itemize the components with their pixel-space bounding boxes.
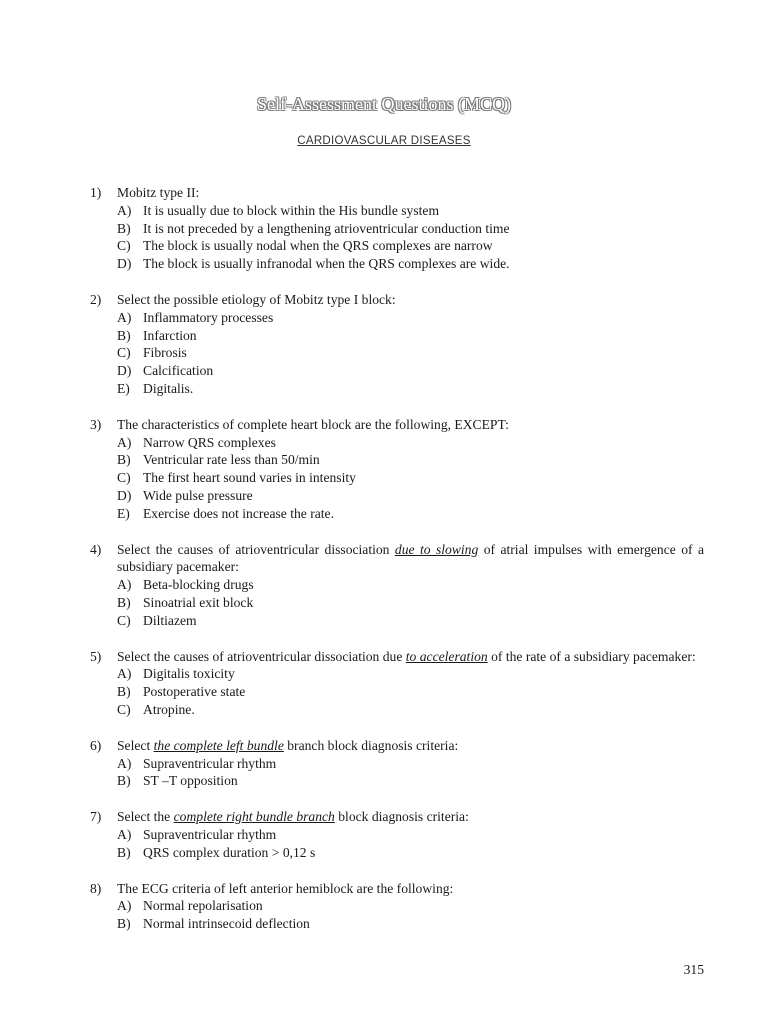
option-d: D) The block is usually infranodal when the QRS complexes are wide. xyxy=(117,256,510,272)
option-a: A) It is usually due to block within the His bundle system xyxy=(117,202,440,218)
option-d: D) Wide pulse pressure xyxy=(117,487,253,503)
question-3 xyxy=(90,416,704,523)
question-4 xyxy=(90,541,704,630)
option-a: A) Supraventricular rhythm xyxy=(117,755,277,771)
page-number: 315 xyxy=(683,962,704,977)
section-subtitle: CARDIOVASCULAR DISEASES xyxy=(297,135,471,147)
question-text: Select the possible etiology of Mobitz type I block: xyxy=(117,291,396,307)
option-a: A) Beta-blocking drugs xyxy=(117,577,254,593)
question-text: The ECG criteria of left anterior hemiblock are the following: xyxy=(117,880,454,896)
option-b: B) Infarction xyxy=(117,327,197,343)
question-number: 8) xyxy=(90,880,102,896)
option-c: C) The first heart sound varies in intensity xyxy=(117,470,356,486)
page-title: Self-Assessment Questions (MCQ) xyxy=(257,94,511,114)
question-8 xyxy=(90,880,704,933)
option-e: E) Exercise does not increase the rate. xyxy=(117,505,334,521)
question-number: 3) xyxy=(90,416,102,432)
option-e: E) Digitalis. xyxy=(117,380,194,396)
question-text: Mobitz type II: xyxy=(117,185,200,200)
question-number: 4) xyxy=(90,541,102,557)
option-c: C) The block is usually nodal when the QRS complexes are narrow xyxy=(117,238,493,254)
question-text: The characteristics of complete heart block are the following, EXCEPT: xyxy=(117,416,509,432)
question-list xyxy=(90,184,704,951)
option-b: B) Normal intrinsecoid deflection xyxy=(117,916,310,932)
option-c: C) Atropine. xyxy=(117,701,195,717)
question-1 xyxy=(90,184,704,273)
option-b: B) Postoperative state xyxy=(117,684,246,700)
question-text: Select the complete left bundle branch block diagnosis criteria: xyxy=(117,737,459,753)
question-text: Select the causes of atrioventricular dissociation due to acceleration of the rate of a subsidiary pacemaker: xyxy=(117,648,696,664)
emphasis-text: the complete left bundle xyxy=(153,737,284,753)
emphasis-text: to acceleration xyxy=(405,648,488,664)
question-6 xyxy=(90,737,704,790)
question-number: 2) xyxy=(90,291,102,307)
emphasis-text: complete right bundle branch xyxy=(173,809,335,825)
option-a: A) Narrow QRS complexes xyxy=(117,434,276,450)
option-c: C) Fibrosis xyxy=(117,345,187,361)
emphasis-text: due to slowing xyxy=(394,541,479,557)
question-number: 1) xyxy=(90,185,102,200)
question-number: 7) xyxy=(90,809,102,825)
option-a: A) Supraventricular rhythm xyxy=(117,826,277,842)
question-number: 5) xyxy=(90,648,102,664)
option-b: B) It is not preceded by a lengthening atrioventricular conduction time xyxy=(117,220,510,236)
question-2 xyxy=(90,291,704,398)
option-b: B) QRS complex duration > 0,12 s xyxy=(117,844,316,860)
question-text: Select the causes of atrioventricular dissociation due to slowing of atrial impulses with emergence of a subsidiary pacemaker: xyxy=(117,541,704,575)
option-c: C) Diltiazem xyxy=(117,612,197,628)
option-a: A) Digitalis toxicity xyxy=(117,666,235,682)
question-text: Select the complete right bundle branch block diagnosis criteria: xyxy=(117,809,469,825)
option-b: B) ST –T opposition xyxy=(117,773,238,789)
option-a: A) Inflammatory processes xyxy=(117,309,274,325)
question-7 xyxy=(90,808,704,861)
option-b: B) Ventricular rate less than 50/min xyxy=(117,452,320,468)
question-5 xyxy=(90,648,704,719)
question-number: 6) xyxy=(90,737,102,753)
option-b: B) Sinoatrial exit block xyxy=(117,594,254,610)
option-a: A) Normal repolarisation xyxy=(117,898,263,914)
option-d: D) Calcification xyxy=(117,363,214,379)
